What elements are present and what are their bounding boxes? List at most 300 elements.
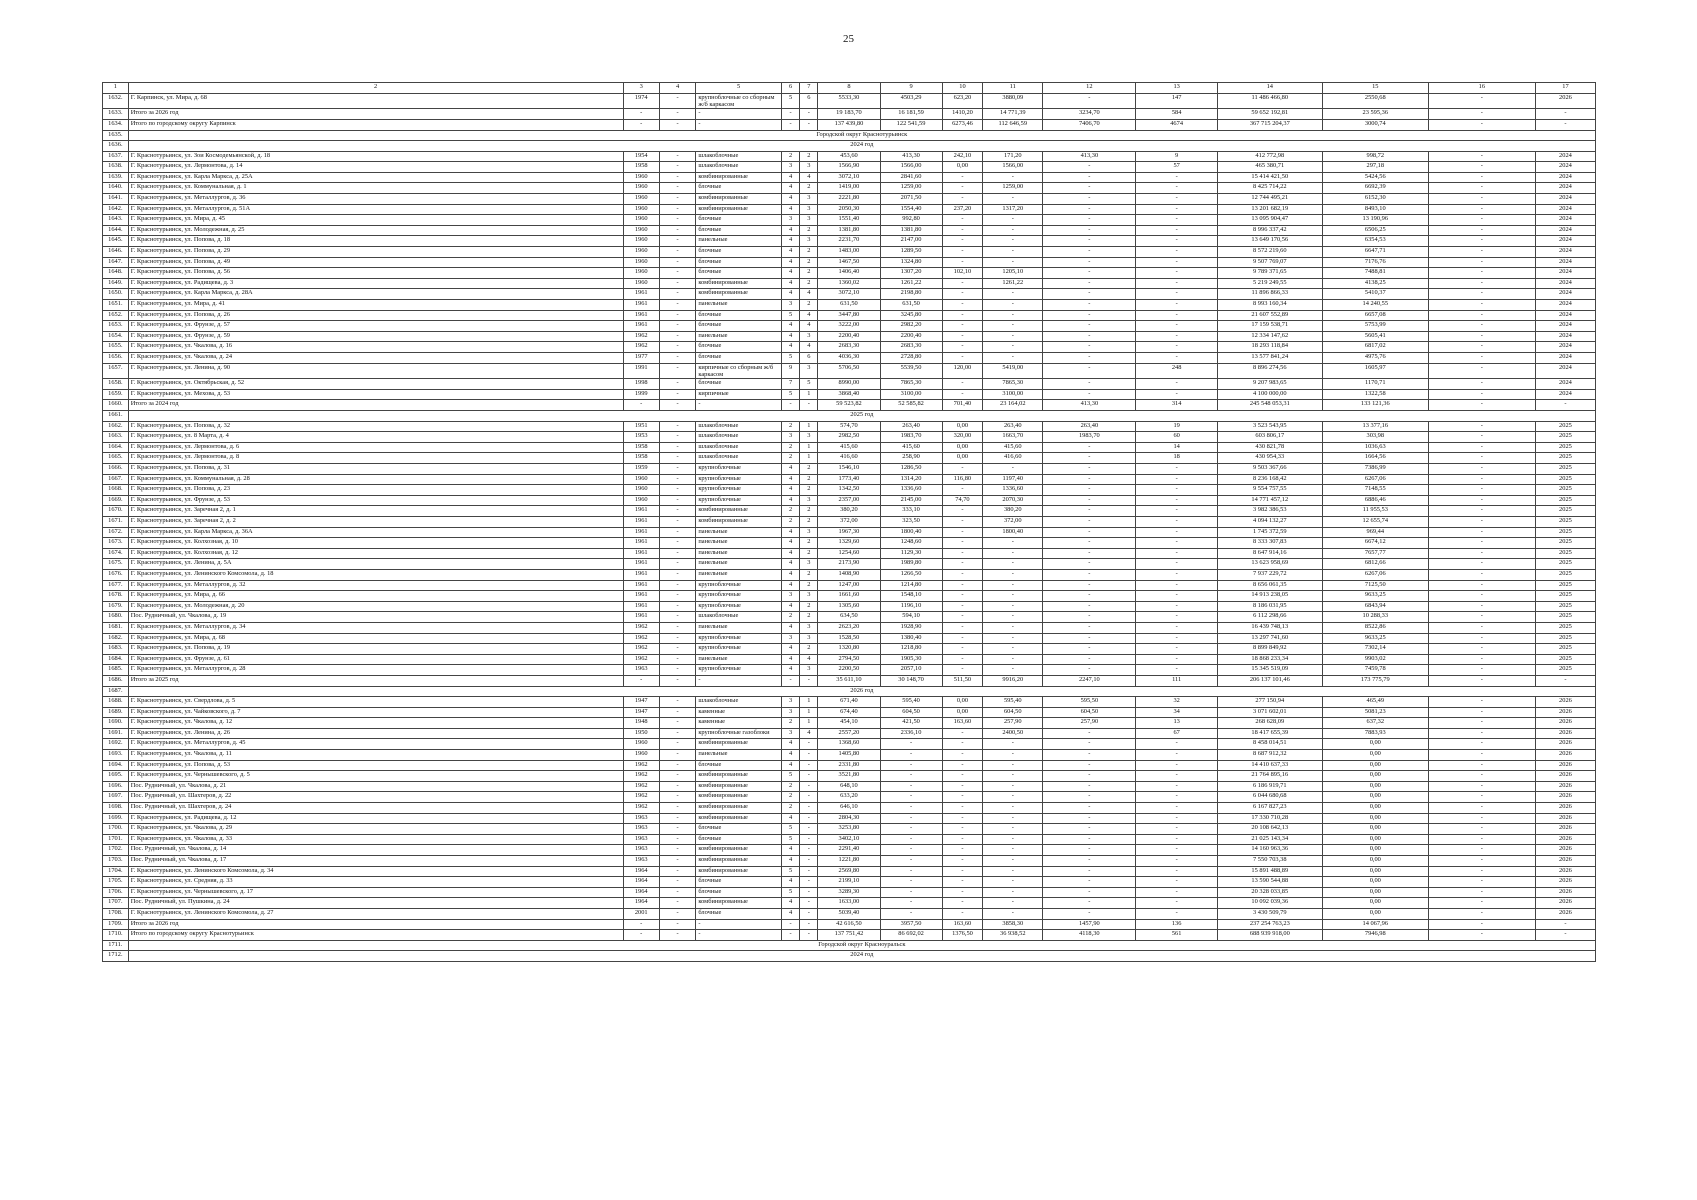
value-cell: -	[1136, 601, 1217, 612]
address-cell: Г. Краснотурьинск, ул. Попова, д. 31	[128, 464, 623, 475]
value-cell: 1928,90	[880, 622, 942, 633]
value-cell: -	[1043, 633, 1136, 644]
value-cell: 263,40	[983, 421, 1043, 432]
value-cell: 2	[781, 792, 799, 803]
table-row	[103, 506, 1596, 517]
table-row	[103, 268, 1596, 279]
value-cell: -	[942, 813, 983, 824]
value-cell: 1329,60	[818, 538, 880, 549]
value-cell: -	[1428, 824, 1535, 835]
value-cell: -	[880, 739, 942, 750]
table-row	[103, 675, 1596, 686]
value-cell: 34	[1136, 707, 1217, 718]
value-cell: -	[1043, 389, 1136, 400]
address-cell: Г. Краснотурьинск, ул. Мира, д. 66	[128, 591, 623, 602]
value-cell: 14 410 637,33	[1217, 760, 1322, 771]
value-cell: -	[1428, 183, 1535, 194]
value-cell: -	[659, 172, 695, 183]
value-cell: 1961	[623, 538, 659, 549]
value-cell: -	[942, 331, 983, 342]
value-cell: 1259,00	[983, 183, 1043, 194]
value-cell: -	[942, 654, 983, 665]
value-cell: -	[1136, 824, 1217, 835]
value-cell: 2071,50	[880, 194, 942, 205]
value-cell: -	[659, 813, 695, 824]
table-row	[103, 665, 1596, 676]
value-cell: -	[983, 644, 1043, 655]
value-cell: 2026	[1535, 887, 1595, 898]
table-row	[103, 866, 1596, 877]
table-row	[103, 559, 1596, 570]
table-row	[103, 331, 1596, 342]
value-cell: 3957,50	[880, 919, 942, 930]
value-cell: -	[942, 559, 983, 570]
value-cell: -	[1136, 194, 1217, 205]
value-cell: 323,50	[880, 517, 942, 528]
value-cell: 595,40	[983, 697, 1043, 708]
value-cell: -	[1428, 591, 1535, 602]
value-cell: -	[1136, 580, 1217, 591]
value-cell: -	[1428, 856, 1535, 867]
table-row	[103, 697, 1596, 708]
value-cell: 1960	[623, 183, 659, 194]
value-cell: -	[1136, 845, 1217, 856]
value-cell: -	[983, 225, 1043, 236]
value-cell: 1961	[623, 527, 659, 538]
value-cell: -	[1043, 644, 1136, 655]
value-cell: -	[659, 119, 695, 130]
value-cell: -	[659, 236, 695, 247]
value-cell: -	[800, 908, 818, 919]
value-cell: 511,50	[942, 675, 983, 686]
value-cell: -	[1043, 474, 1136, 485]
value-cell: -	[1136, 781, 1217, 792]
table-row	[103, 300, 1596, 311]
value-cell: 2025	[1535, 464, 1595, 475]
row-index-cell: 1711.	[103, 940, 129, 951]
value-cell: -	[983, 310, 1043, 321]
value-cell: -	[659, 750, 695, 761]
value-cell: -	[942, 321, 983, 332]
value-cell: 2147,00	[880, 236, 942, 247]
value-cell: 1800,40	[880, 527, 942, 538]
value-cell: -	[942, 548, 983, 559]
value-cell: -	[659, 506, 695, 517]
value-cell: 6267,06	[1322, 474, 1428, 485]
value-cell: -	[659, 289, 695, 300]
row-index-cell: 1698.	[103, 803, 129, 814]
value-cell: -	[1043, 300, 1136, 311]
value-cell: 30 148,70	[880, 675, 942, 686]
value-cell: 2024	[1535, 278, 1595, 289]
value-cell: 3	[800, 665, 818, 676]
wall-material-cell: блочные	[696, 887, 782, 898]
value-cell: 7386,99	[1322, 464, 1428, 475]
value-cell: 2026	[1535, 877, 1595, 888]
wall-material-cell: крупноблочные	[696, 601, 782, 612]
value-cell: 1	[800, 697, 818, 708]
value-cell: -	[659, 474, 695, 485]
address-cell: Г. Краснотурьинск, ул. Мехова, д. 53	[128, 389, 623, 400]
value-cell: 13 649 170,56	[1217, 236, 1322, 247]
value-cell: 1221,80	[818, 856, 880, 867]
value-cell: 0,00	[1322, 781, 1428, 792]
column-number-cell: 4	[659, 83, 695, 94]
value-cell: 2024	[1535, 172, 1595, 183]
value-cell: -	[942, 580, 983, 591]
value-cell: -	[659, 379, 695, 390]
value-cell: -	[983, 622, 1043, 633]
table-row	[103, 204, 1596, 215]
value-cell: 2	[781, 612, 799, 623]
value-cell: 6354,53	[1322, 236, 1428, 247]
row-index-cell: 1653.	[103, 321, 129, 332]
value-cell: 13 190,96	[1322, 215, 1428, 226]
value-cell: -	[942, 612, 983, 623]
value-cell: 4	[800, 342, 818, 353]
column-number-cell: 12	[1043, 83, 1136, 94]
table-row	[103, 633, 1596, 644]
value-cell: 2	[781, 718, 799, 729]
value-cell: -	[659, 400, 695, 411]
table-row	[103, 824, 1596, 835]
value-cell: -	[800, 792, 818, 803]
value-cell: 1	[800, 442, 818, 453]
address-cell: Г. Краснотурьинск, ул. Молодежная, д. 25	[128, 225, 623, 236]
value-cell: -	[942, 225, 983, 236]
value-cell: 4	[781, 289, 799, 300]
value-cell: -	[659, 654, 695, 665]
value-cell: 13 297 741,60	[1217, 633, 1322, 644]
value-cell: -	[942, 527, 983, 538]
value-cell: -	[659, 633, 695, 644]
value-cell: -	[659, 548, 695, 559]
value-cell: 248	[1136, 363, 1217, 379]
value-cell: 8 572 219,60	[1217, 247, 1322, 258]
value-cell: -	[800, 771, 818, 782]
value-cell: 9903,02	[1322, 654, 1428, 665]
value-cell: 2026	[1535, 898, 1595, 909]
address-cell: Пос. Рудничный, ул. Шахтеров, д. 22	[128, 792, 623, 803]
value-cell: 4	[800, 321, 818, 332]
value-cell: -	[942, 728, 983, 739]
table-row	[103, 411, 1596, 422]
value-cell: -	[1428, 728, 1535, 739]
value-cell: -	[781, 119, 799, 130]
wall-material-cell: блочные	[696, 247, 782, 258]
value-cell: 2025	[1535, 506, 1595, 517]
value-cell: 0,00	[942, 162, 983, 173]
value-cell: -	[983, 569, 1043, 580]
value-cell: -	[1043, 569, 1136, 580]
value-cell: 0,00	[942, 442, 983, 453]
table-row	[103, 644, 1596, 655]
value-cell: 2	[800, 278, 818, 289]
row-index-cell: 1670.	[103, 506, 129, 517]
value-cell: 13	[1136, 718, 1217, 729]
value-cell: 1950	[623, 728, 659, 739]
table-row	[103, 612, 1596, 623]
value-cell: 3 523 543,95	[1217, 421, 1322, 432]
value-cell: 1959	[623, 464, 659, 475]
value-cell: -	[1043, 257, 1136, 268]
table-row	[103, 442, 1596, 453]
row-index-cell: 1693.	[103, 750, 129, 761]
wall-material-cell: -	[696, 109, 782, 120]
value-cell: 637,32	[1322, 718, 1428, 729]
value-cell: -	[942, 898, 983, 909]
value-cell: 4	[800, 289, 818, 300]
value-cell: 7883,93	[1322, 728, 1428, 739]
value-cell: 3	[800, 432, 818, 443]
value-cell: 14 771 457,12	[1217, 495, 1322, 506]
value-cell: -	[1428, 278, 1535, 289]
value-cell: -	[1428, 389, 1535, 400]
value-cell: 1408,90	[818, 569, 880, 580]
value-cell: -	[983, 257, 1043, 268]
value-cell: 6273,46	[942, 119, 983, 130]
value-cell: 2026	[1535, 707, 1595, 718]
value-cell: 1254,60	[818, 548, 880, 559]
table-row	[103, 803, 1596, 814]
value-cell: 11 486 466,80	[1217, 93, 1322, 109]
value-cell: -	[1136, 204, 1217, 215]
value-cell: 1483,00	[818, 247, 880, 258]
value-cell: -	[983, 887, 1043, 898]
wall-material-cell: крупноблочные	[696, 474, 782, 485]
wall-material-cell: крупноблочные со сборным ж/б каркасом	[696, 93, 782, 109]
wall-material-cell: комбинированные	[696, 194, 782, 205]
address-cell: Г. Краснотурьинск, ул. Фрунзе, д. 61	[128, 654, 623, 665]
value-cell: -	[1428, 559, 1535, 570]
address-cell: Г. Краснотурьинск, ул. Мира, д. 68	[128, 633, 623, 644]
value-cell: -	[983, 247, 1043, 258]
value-cell: 2024	[1535, 225, 1595, 236]
value-cell: 2683,30	[818, 342, 880, 353]
address-cell: Г. Краснотурьинск, ул. Ленина, д. 90	[128, 363, 623, 379]
value-cell: 1967,30	[818, 527, 880, 538]
value-cell: 13 623 958,69	[1217, 559, 1322, 570]
value-cell: 3	[781, 728, 799, 739]
value-cell: 0,00	[1322, 803, 1428, 814]
value-cell: 2	[781, 506, 799, 517]
value-cell: -	[659, 93, 695, 109]
value-cell: 1963	[623, 813, 659, 824]
address-cell: Итого за 2026 год	[128, 919, 623, 930]
value-cell: 1248,60	[880, 538, 942, 549]
value-cell: 12 655,74	[1322, 517, 1428, 528]
wall-material-cell: комбинированные	[696, 771, 782, 782]
table-row	[103, 236, 1596, 247]
value-cell: 5	[781, 771, 799, 782]
value-cell: 2198,80	[880, 289, 942, 300]
value-cell: -	[659, 887, 695, 898]
row-index-cell: 1688.	[103, 697, 129, 708]
value-cell: 415,60	[880, 442, 942, 453]
value-cell: -	[781, 919, 799, 930]
value-cell: -	[1043, 898, 1136, 909]
value-cell: -	[983, 813, 1043, 824]
value-cell: -	[983, 331, 1043, 342]
wall-material-cell: крупноблочные	[696, 591, 782, 602]
value-cell: 2025	[1535, 538, 1595, 549]
address-cell: Г. Краснотурьинск, ул. Чкалова, д. 33	[128, 834, 623, 845]
wall-material-cell: комбинированные	[696, 856, 782, 867]
value-cell: 4	[781, 474, 799, 485]
value-cell: -	[1428, 257, 1535, 268]
value-cell: 1554,40	[880, 204, 942, 215]
value-cell: 1289,50	[880, 247, 942, 258]
value-cell: 4	[781, 845, 799, 856]
value-cell: 1963	[623, 834, 659, 845]
table-row	[103, 813, 1596, 824]
value-cell: -	[1428, 379, 1535, 390]
value-cell: 263,40	[1043, 421, 1136, 432]
table-row	[103, 474, 1596, 485]
value-cell: 0,00	[1322, 845, 1428, 856]
address-cell: Г. Краснотурьинск, ул. Карла Маркса, д. 36А	[128, 527, 623, 538]
wall-material-cell: комбинированные	[696, 898, 782, 909]
value-cell: -	[1043, 654, 1136, 665]
column-number-cell: 9	[880, 83, 942, 94]
wall-material-cell: комбинированные	[696, 792, 782, 803]
value-cell: -	[659, 612, 695, 623]
value-cell: -	[1136, 289, 1217, 300]
value-cell: 2	[800, 257, 818, 268]
row-index-cell: 1633.	[103, 109, 129, 120]
value-cell: -	[983, 559, 1043, 570]
value-cell: 4	[781, 750, 799, 761]
value-cell: -	[1136, 379, 1217, 390]
wall-material-cell: кирпичные	[696, 389, 782, 400]
value-cell: 3	[800, 495, 818, 506]
wall-material-cell: шлакоблочные	[696, 432, 782, 443]
value-cell: 8 993 160,34	[1217, 300, 1322, 311]
value-cell: 604,50	[983, 707, 1043, 718]
value-cell: 19	[1136, 421, 1217, 432]
value-cell: 1963	[623, 845, 659, 856]
value-cell: 2	[800, 548, 818, 559]
value-cell: 4	[781, 739, 799, 750]
value-cell: 1247,00	[818, 580, 880, 591]
value-cell: -	[1136, 352, 1217, 363]
value-cell: -	[1043, 495, 1136, 506]
value-cell: -	[1136, 225, 1217, 236]
value-cell: -	[659, 675, 695, 686]
value-cell: 1960	[623, 750, 659, 761]
value-cell: -	[1136, 268, 1217, 279]
value-cell: 4	[781, 580, 799, 591]
value-cell: 1961	[623, 591, 659, 602]
address-cell: Г. Краснотурьинск, ул. Ленинского Комсомола, д. 18	[128, 569, 623, 580]
value-cell: -	[1136, 517, 1217, 528]
value-cell: 1342,50	[818, 485, 880, 496]
value-cell: -	[983, 601, 1043, 612]
value-cell: -	[659, 389, 695, 400]
value-cell: 11 896 866,33	[1217, 289, 1322, 300]
table-row	[103, 464, 1596, 475]
wall-material-cell: комбинированные	[696, 845, 782, 856]
value-cell: 4036,30	[818, 352, 880, 363]
table-row	[103, 792, 1596, 803]
value-cell: 7946,98	[1322, 930, 1428, 941]
wall-material-cell: крупноблочные	[696, 485, 782, 496]
column-number-cell: 5	[696, 83, 782, 94]
value-cell: 1962	[623, 644, 659, 655]
value-cell: -	[983, 591, 1043, 602]
value-cell: 320,00	[942, 432, 983, 443]
value-cell: -	[1043, 485, 1136, 496]
value-cell: -	[1043, 665, 1136, 676]
value-cell: 5	[781, 887, 799, 898]
row-index-cell: 1696.	[103, 781, 129, 792]
value-cell: -	[800, 813, 818, 824]
value-cell: -	[983, 824, 1043, 835]
value-cell: 9 507 769,07	[1217, 257, 1322, 268]
value-cell: 4118,30	[1043, 930, 1136, 941]
section-heading-cell: 2024 год	[128, 141, 1595, 152]
row-index-cell: 1674.	[103, 548, 129, 559]
row-index-cell: 1686.	[103, 675, 129, 686]
value-cell: 1961	[623, 601, 659, 612]
value-cell: 7	[781, 379, 799, 390]
value-cell: -	[1428, 569, 1535, 580]
value-cell: -	[942, 771, 983, 782]
value-cell: 2231,70	[818, 236, 880, 247]
value-cell: -	[1428, 792, 1535, 803]
value-cell: 4	[781, 760, 799, 771]
value-cell: -	[1043, 866, 1136, 877]
value-cell: 2025	[1535, 665, 1595, 676]
value-cell: -	[942, 866, 983, 877]
row-index-cell: 1641.	[103, 194, 129, 205]
value-cell: -	[1043, 517, 1136, 528]
value-cell: 3	[781, 697, 799, 708]
value-cell: 0,00	[1322, 824, 1428, 835]
value-cell: 1947	[623, 707, 659, 718]
value-cell: -	[1535, 109, 1595, 120]
wall-material-cell: шлакоблочные	[696, 162, 782, 173]
value-cell: 2026	[1535, 792, 1595, 803]
value-cell: -	[880, 866, 942, 877]
value-cell: -	[942, 760, 983, 771]
section-heading-cell: Городской округ Красноуральск	[128, 940, 1595, 951]
value-cell: 4 094 132,27	[1217, 517, 1322, 528]
value-cell: -	[880, 781, 942, 792]
value-cell: 2	[781, 781, 799, 792]
value-cell: -	[659, 331, 695, 342]
value-cell: 13 590 544,88	[1217, 877, 1322, 888]
value-cell: -	[1043, 612, 1136, 623]
value-cell: 8 899 849,92	[1217, 644, 1322, 655]
value-cell: 9916,20	[983, 675, 1043, 686]
value-cell: 1960	[623, 247, 659, 258]
value-cell: 5	[781, 389, 799, 400]
value-cell: 3521,80	[818, 771, 880, 782]
value-cell: -	[942, 781, 983, 792]
value-cell: 2050,30	[818, 204, 880, 215]
value-cell: 1964	[623, 877, 659, 888]
value-cell: 415,60	[983, 442, 1043, 453]
value-cell: 15 345 519,09	[1217, 665, 1322, 676]
value-cell: 1951	[623, 421, 659, 432]
value-cell: -	[1428, 548, 1535, 559]
value-cell: 3	[800, 363, 818, 379]
value-cell: -	[1043, 856, 1136, 867]
value-cell: 15 891 488,89	[1217, 866, 1322, 877]
value-cell: -	[1136, 908, 1217, 919]
value-cell: 4	[781, 813, 799, 824]
